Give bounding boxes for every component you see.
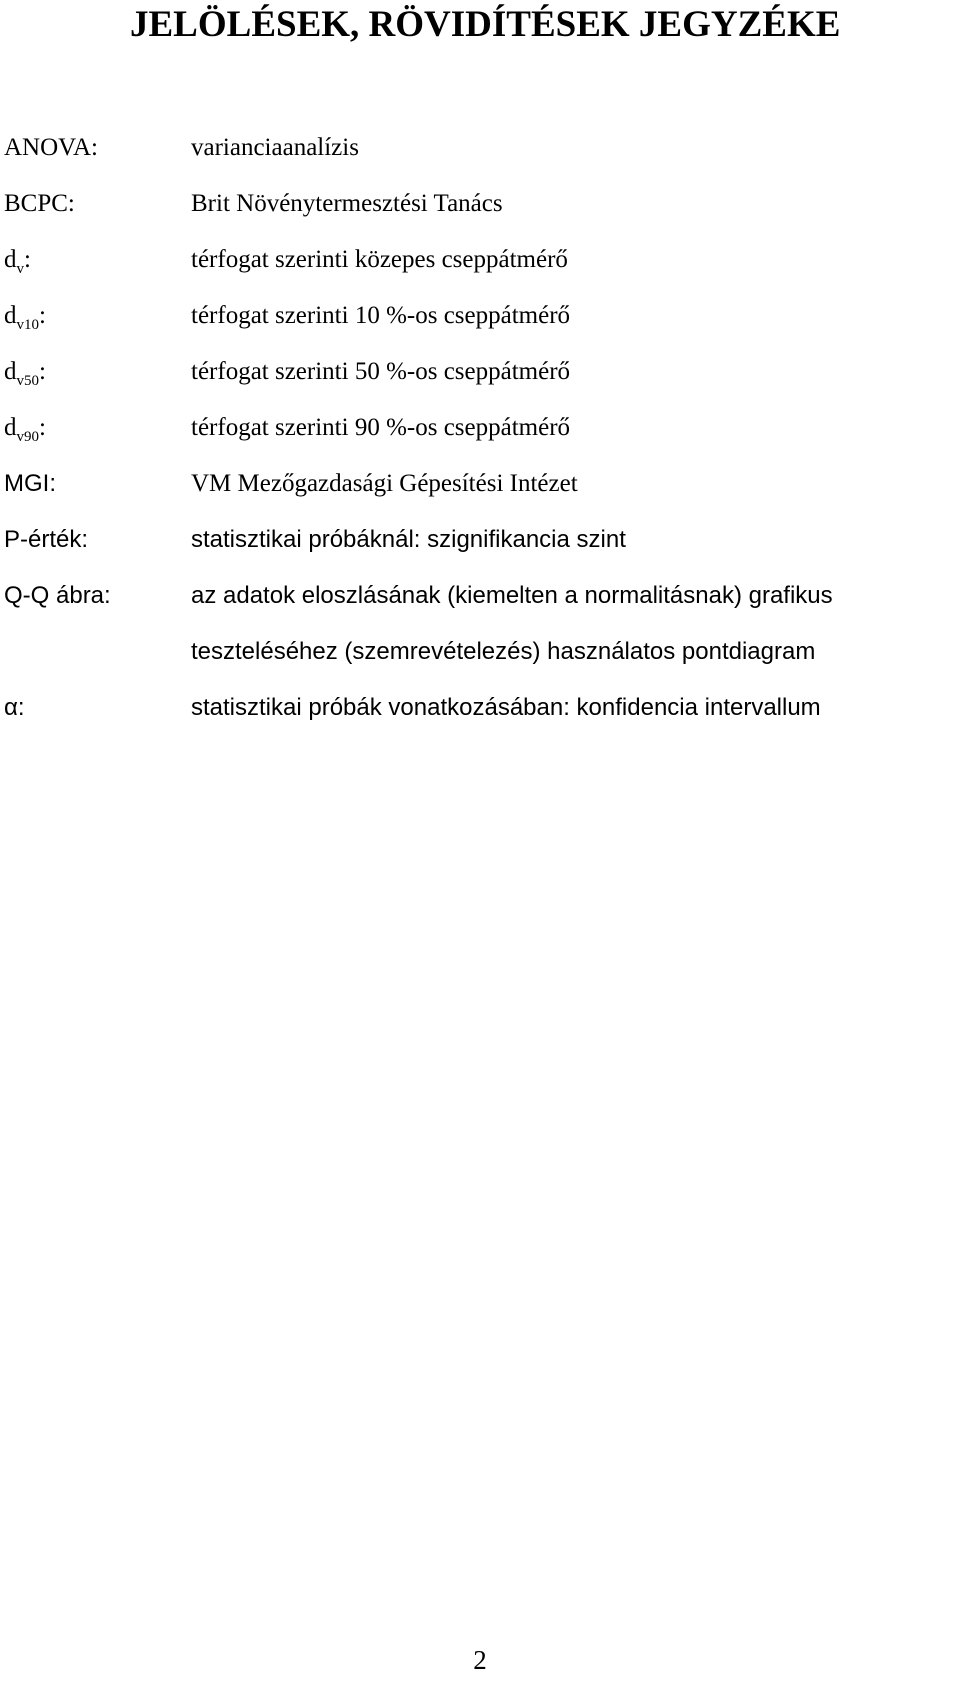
term-symbol: d [4,358,17,385]
list-item [0,400,960,456]
abbreviation-term: P-érték: [4,526,89,553]
term-symbol: d [4,414,17,441]
list-item [0,568,960,680]
list-item [0,288,960,344]
abbreviation-term: α: [4,694,25,721]
abbreviation-definition: térfogat szerinti 90 %-os cseppátmérő [191,414,571,441]
term-colon: : [39,414,46,441]
term-subscript: v50 [16,373,39,389]
term-subscript: v10 [16,317,39,333]
list-item [0,344,960,400]
list-item [0,176,960,232]
term-subscript: v [16,261,24,277]
abbreviation-definition: VM Mezőgazdasági Gépesítési Intézet [191,470,578,497]
abbreviation-definition: térfogat szerinti 50 %-os cseppátmérő [191,358,571,385]
abbreviation-definition [191,568,960,680]
abbreviation-definition: statisztikai próbáknál: szignifikancia szint [191,526,626,553]
definition-line: az adatok eloszlásának (kiemelten a normalitásnak) grafikus [191,582,833,609]
abbreviation-term [4,232,31,291]
list-item [0,120,960,176]
abbreviation-term: Q-Q ábra: [4,582,111,609]
list-item [0,232,960,288]
definition-line: teszteléséhez (szemrevételezés) használatos pontdiagram [191,638,816,665]
page-number: 2 [473,1645,487,1675]
term-symbol: d [4,246,17,273]
list-item [0,512,960,568]
abbreviation-term: MGI: [4,470,56,497]
abbreviation-definition: statisztikai próbák vonatkozásában: konfidencia intervallum [191,694,821,721]
abbreviation-term: ANOVA: [4,134,98,161]
list-item [0,680,960,736]
abbreviation-definition: Brit Növénytermesztési Tanács [191,190,503,217]
term-colon: : [39,358,46,385]
abbreviation-term [4,400,46,459]
term-subscript: v90 [16,429,39,445]
list-item [0,456,960,512]
abbreviation-definition: varianciaanalízis [191,134,359,161]
term-colon: : [39,302,46,329]
abbreviation-definition: térfogat szerinti közepes cseppátmérő [191,246,568,273]
abbreviation-list [0,120,960,736]
page-title: JELÖLÉSEK, RÖVIDÍTÉSEK JEGYZÉKE [130,4,841,45]
term-symbol: d [4,302,17,329]
term-colon: : [24,246,31,273]
abbreviation-definition: térfogat szerinti 10 %-os cseppátmérő [191,302,571,329]
abbreviation-term [4,344,46,403]
abbreviation-term: BCPC: [4,190,75,217]
abbreviation-term [4,288,46,347]
